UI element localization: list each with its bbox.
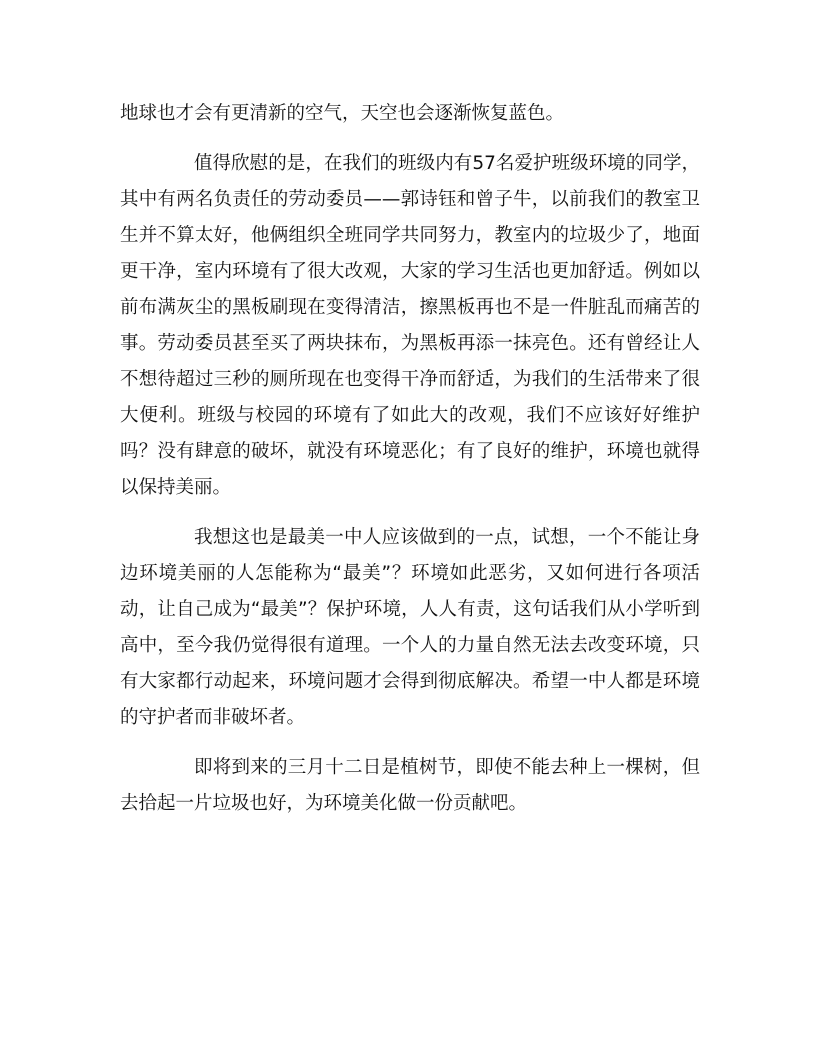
paragraph-continuation: 地球也才会有更清新的空气，天空也会逐渐恢复蓝色。 [120,103,565,124]
paragraph-class-environment: 值得欣慰的是，在我们的班级内有57名爱护班级环境的同学，其中有两名负责任的劳动委员——郭诗钰和曾子牛，以前我们的教室卫生并不算太好，他俩组织全班同学共同努力，教室内的垃圾少了，地面更干净，室内环境有了很大改观，大家的学习生活也更加舒适。例如以前布满灰尘的黑板刷现在变得清洁，擦黑板再也不是一件脏乱而痛苦的事。劳动委员甚至买了两块抹布，为黑板再添一抹亮色。还有曾经让人不想待超过三秒的厕所现在也变得干净而舒适，为我们的生活带来了很大便利。班级与校园的环境有了如此大的改观，我们不应该好好维护吗？没有肆意的破坏，就没有环境恶化；有了良好的维护，环境也就得以保持美丽。 [120,153,700,498]
document-page [120,96,700,836]
paragraph-arbor-day: 即将到来的三月十二日是植树节，即使不能去种上一棵树，但去拾起一片垃圾也好，为环境美化做一份贡献吧。 [120,757,700,814]
paragraph-most-beautiful: 我想这也是最美一中人应该做到的一点，试想，一个不能让身边环境美丽的人怎能称为“最美”？环境如此恶劣，又如何进行各项活动，让自己成为“最美”？保护环境，人人有责，这句话我们从小学听到高中，至今我仍觉得很有道理。一个人的力量自然无法去改变环境，只有大家都行动起来，环境问题才会得到彻底解决。希望一中人都是环境的守护者而非破坏者。 [120,527,700,728]
